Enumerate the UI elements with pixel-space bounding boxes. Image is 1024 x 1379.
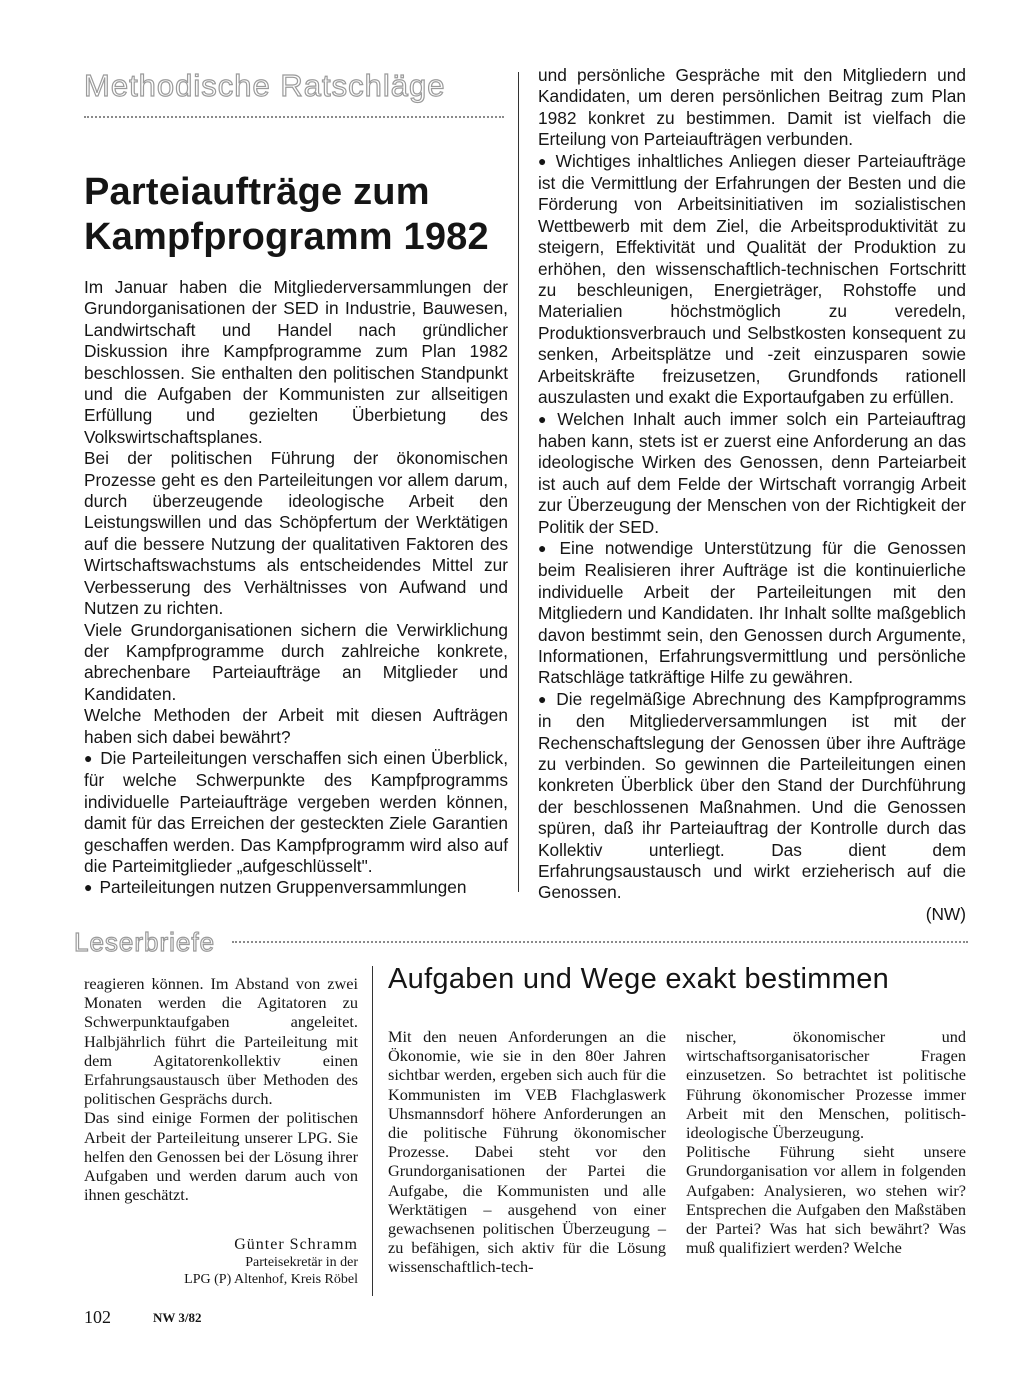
paragraph: nischer, ökonomischer und wirtschaftsorganisatorischer Fragen einzusetzen. So betrachtet ist politische Führung ökonomischer Prozesse immer Arbeit mit den Menschen, politisch-ideologische Überzeugung. [686,1027,966,1143]
section-kicker-leserbriefe: Leserbriefe [74,927,216,957]
article-title [84,170,504,260]
signature-role: Parteisekretär in der [245,1255,358,1270]
kicker-rule [84,116,504,118]
signature-name: Günter Schramm [234,1236,358,1253]
paragraph: Das sind einige Formen der politischen Arbeit der Parteileitung unserer LPG. Sie helfen den Genossen bei der Lösung ihrer Aufgaben und werden darum auch von ihnen geschätzt. [84,1108,358,1205]
column-divider [372,966,373,1296]
bullet-paragraph: ● Welchen Inhalt auch immer solch ein Parteiauftrag haben kann, stets ist er zuerst eine Anforderung an das ideologische Wirken des Genossen, denn Parteiarbeit ist auch auf dem Felde der Wirtschaft vorrangig Arbeit zur Überzeugung der Menschen von der Richtigkeit der Politik der SED. [538,409,966,538]
signature-role: LPG (P) Altenhof, Kreis Röbel [184,1272,358,1287]
page-number: 102 [84,1307,111,1327]
issue-label: NW 3/82 [153,1310,202,1325]
paragraph: Welche Methoden der Arbeit mit diesen Aufträgen haben sich dabei bewährt? [84,705,508,747]
paragraph: Mit den neuen Anforderungen an die Ökonomie, wie sie in den 80er Jahren sichtbar werden, ergeben sich auch für die Kommunisten im VEB Flachglaswerk Uhsmannsdorf höhere Anforderungen an die politische Führung ökonomischer Prozesse. Dabei steht vor den Grundorganisationen der Partei die Aufgabe, die Kommunisten und alle Werktätigen – ausgehend von einer gewachsenen politischen Überzeugung – zu befähigen, sich aktiv für die Lösung wissenschaftlich-tech- [388,1027,666,1277]
title-line-2: Kampfprogramm 1982 [84,216,489,258]
paragraph: Politische Führung sieht unsere Grundorganisation vor allem in folgenden Aufgaben: Analysieren, wo stehen wir? Entsprechen die Aufgaben den Maßstäben der Partei? Was hat sich bewährt? Was muß qualifiziert werden? Welche [686,1142,966,1258]
title-line-1: Parteiaufträge zum [84,171,430,213]
leserbriefe-rule [232,941,968,943]
author-tag: (NW) [925,903,966,924]
article-bottom-column-2 [686,1027,966,1257]
article-bottom-title: Aufgaben und Wege exakt bestimmen [388,963,890,995]
bullet-paragraph: ● Die Parteileitungen verschaffen sich einen Überblick, für welche Schwerpunkte des Kampfprogramms individuelle Parteiaufträge vergeben werden können, damit für das Erreichen der gesteckten Ziele Garantien geschaffen werden. Das Kampfprogramm wird also auf die Parteimitglieder „aufgeschlüsselt". [84,748,508,877]
paragraph: Im Januar haben die Mitgliederversammlungen der Grundorganisationen der SED in Industrie, Bauwesen, Landwirtschaft und Handel nach gründlicher Diskussion ihre Kampfprogramme zum Plan 1982 beschlossen. Sie enthalten den politischen Standpunkt und die Aufgaben der Kommunisten zur allseitigen Erfüllung und gezielten Überbietung des Volkswirtschaftsplanes. [84,277,508,447]
paragraph: Bei der politischen Führung der ökonomischen Prozesse geht es den Parteileitungen vor allem darum, durch überzeugende ideologische Arbeit den Leistungswillen und das Schöpfertum der Werktätigen auf die bessere Nutzung der qualitativen Faktoren des Wirtschaftswachstums als entscheidendes Mittel zur Verbesserung des Verhältnisses von Aufwand und Nutzen zu richten. [84,448,508,619]
letter-column [84,974,358,1204]
bullet-paragraph: ● Wichtiges inhaltliches Anliegen dieser Parteiaufträge ist die Vermittlung der Erfahrungen der Besten und die Förderung von Arbeitsinitiativen im sozialistischen Wettbewerb mit dem Ziel, die Arbeitsproduktivität zu steigern, Effektivität und Qualität der Produktion zu erhöhen, den wissenschaftlich-technischen Fortschritt zu beschleunigen, Energieträger, Rohstoffe und Materialien höchstmöglich zu veredeln, Produktionsverbrauch und Selbstkosten konsequent zu senken, Arbeitsplätze und -zeit einzusparen sowie Arbeitskräfte freizusetzen, Grundfonds rationell auszulasten und exakt die Exportaufgaben zu erfüllen. [538,151,966,409]
article-bottom-column-1 [388,1027,666,1277]
article-left-column [84,277,508,900]
section-kicker-methodische-ratschlaege: Methodische Ratschläge [84,68,446,103]
paragraph: reagieren können. Im Abstand von zwei Monaten werden die Agitatoren zu Schwerpunktaufgaben angeleitet. Halbjährlich führt die Parteileitung mit dem Agitatorenkollektiv einen Erfahrungsaustausch über Methoden des politischen Gesprächs durch. [84,974,358,1109]
bullet-paragraph: ● Parteileitungen nutzen Gruppenversammlungen [84,877,508,899]
paragraph: Viele Grundorganisationen sichern die Verwirklichung der Kampfprogramme durch zahlreiche konkrete, abrechenbare Parteiaufträge an Mitglieder und Kandidaten. [84,619,508,704]
bullet-paragraph: ● Eine notwendige Unterstützung für die Genossen beim Realisieren ihrer Aufträge ist die kontinuierliche individuelle Arbeit der Parteileitungen mit den Mitgliedern und Kandidaten. Ihr Inhalt sollte maßgeblich davon bestimmt sein, den Genossen durch Argumente, Informationen, Erfahrungsvermittlung und persönliche Ratschläge tatkräftige Hilfe zu gewähren. [538,538,966,689]
letter-signature [150,1236,358,1288]
article-right-column [538,65,966,925]
bullet-paragraph: ● Die regelmäßige Abrechnung des Kampfprogramms in den Mitgliederversammlungen ist mit der Rechenschaftslegung der Genossen über ihre Aufträge zu verbinden. So gewinnen die Parteileitungen einen konkreten Überblick über den Stand der Durchführung der beschlossenen Maßnahmen. Und die Genossen spüren, daß ihr Parteiauftrag der Kontrolle durch das Kollektiv unterliegt. Das dient dem Erfahrungsaustausch und wirkt erzieherisch auf die Genossen. [538,689,966,904]
column-divider [518,72,519,892]
paragraph: und persönliche Gespräche mit den Mitgliedern und Kandidaten, um deren persönlichen Beitrag zum Plan 1982 konkret zu bestimmen. Damit ist vielfach die Erteilung von Parteiaufträgen verbunden. [538,65,966,150]
